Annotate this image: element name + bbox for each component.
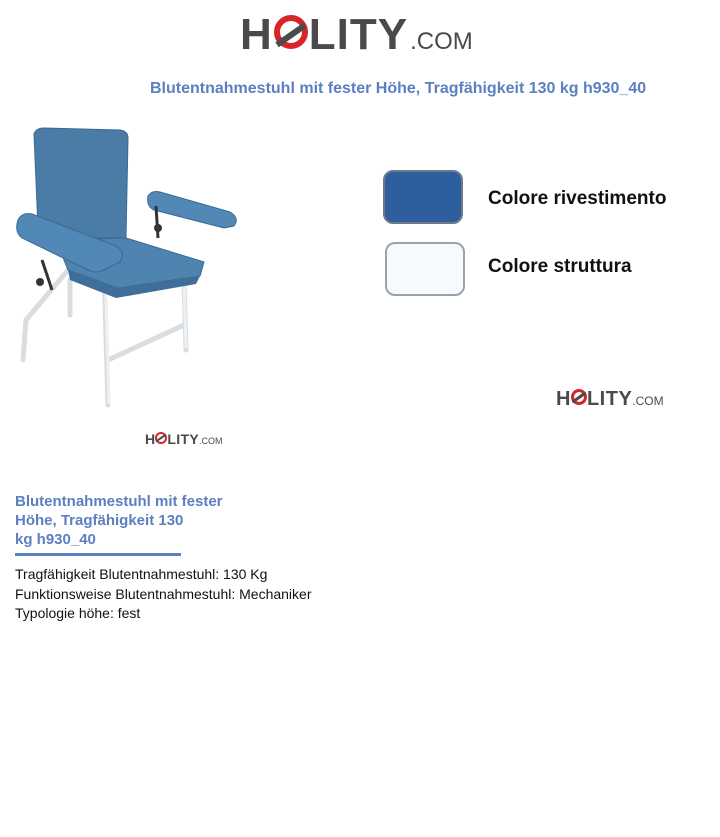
title-underline	[15, 553, 181, 556]
spec-item: Typologie höhe: fest	[15, 605, 141, 621]
coating-color-swatch	[383, 170, 463, 224]
structure-color-label: Colore struttura	[488, 256, 632, 277]
spec-item: Tragfähigkeit Blutentnahmestuhl: 130 Kg	[15, 566, 268, 582]
logo-o-icon	[274, 15, 308, 49]
logo-word-left: H	[240, 10, 273, 59]
logo-o-icon	[571, 389, 587, 405]
product-title	[15, 492, 255, 549]
logo-tld: .COM	[632, 394, 664, 408]
logo-o-icon	[155, 432, 167, 444]
structure-color-swatch	[385, 242, 465, 296]
holity-logo-small	[145, 431, 222, 447]
holity-logo[interactable]	[240, 10, 473, 60]
blood-sampling-chair-image	[8, 120, 248, 420]
product-title-line: Höhe, Tragfähigkeit 130	[15, 512, 184, 529]
holity-logo-small	[556, 388, 664, 411]
logo-word-left: H	[556, 388, 571, 410]
product-title-line: Blutentnahmestuhl mit fester	[15, 493, 223, 510]
logo-word-right: LITY	[586, 388, 633, 410]
spec-item: Funktionsweise Blutentnahmestuhl: Mechaniker	[15, 585, 312, 602]
spec-list	[15, 565, 312, 624]
logo-word-left: H	[145, 431, 156, 447]
logo-tld: .COM	[198, 436, 223, 446]
product-title-line: kg h930_40	[15, 531, 96, 548]
page-title: Blutentnahmestuhl mit fester Höhe, Tragfähigkeit 130 kg h930_40	[150, 80, 647, 97]
coating-color-label: Colore rivestimento	[488, 188, 667, 209]
logo-word-right: LITY	[308, 10, 409, 59]
logo-word-right: LITY	[167, 431, 199, 447]
logo-tld: .COM	[410, 28, 473, 55]
